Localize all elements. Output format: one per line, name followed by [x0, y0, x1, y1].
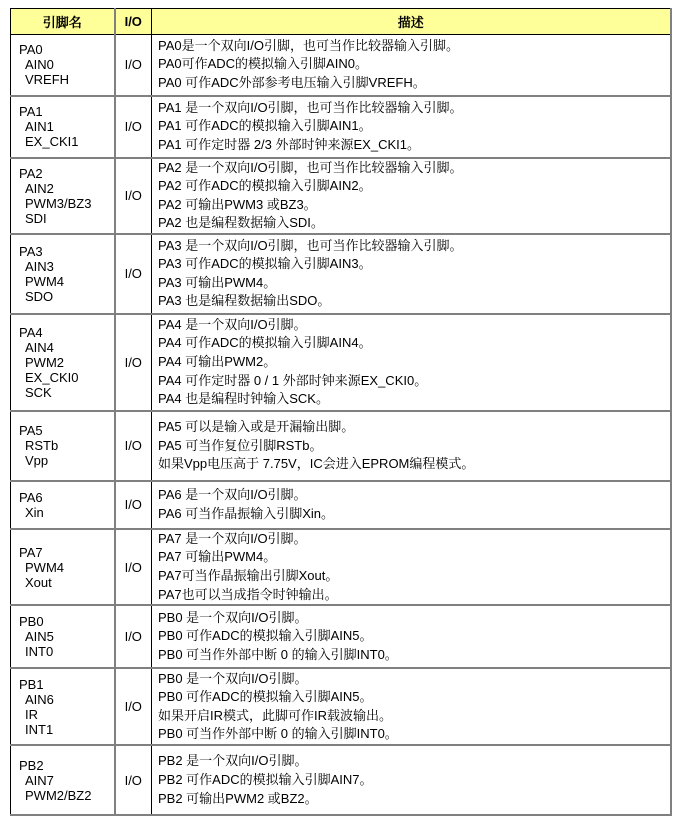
- pin-alt-function: PWM2/BZ2: [25, 787, 92, 803]
- table-row: [11, 411, 671, 481]
- table-row: [11, 745, 671, 815]
- pin-alt-function: PWM4: [25, 273, 64, 289]
- pin-name-cell: [11, 35, 115, 96]
- pin-alt-function: PWM2: [25, 354, 64, 370]
- pin-alt-function: Vpp: [25, 453, 49, 469]
- header-description: 描述: [152, 9, 671, 35]
- description-line: PB0 是一个双向I/O引脚。: [158, 609, 308, 625]
- pin-alt-function: AIN2: [25, 180, 54, 196]
- pin-name: PA1: [19, 104, 43, 119]
- description-line: PB0 可当作外部中断 0 的输入引脚INT0。: [158, 647, 398, 663]
- io-type-cell: I/O: [115, 314, 152, 411]
- description-line: PA5 可以是输入或是开漏输出脚。: [158, 418, 355, 434]
- pin-alt-function: SDI: [25, 210, 47, 226]
- io-type-cell: I/O: [115, 411, 152, 481]
- description-line: PB2 可作ADC的模拟输入引脚AIN7。: [158, 771, 373, 787]
- pin-alt-function: INT0: [25, 644, 54, 660]
- pin-name: PA2: [19, 165, 43, 181]
- description-cell: [152, 529, 671, 605]
- pin-name: PA7: [19, 544, 43, 560]
- pin-name: PB1: [19, 676, 44, 692]
- table-row: [11, 158, 671, 234]
- description-cell: [152, 481, 671, 529]
- description-cell: [152, 314, 671, 411]
- table-header-row: [11, 9, 671, 35]
- pin-name-cell: [11, 745, 115, 815]
- table-row: [11, 529, 671, 605]
- description-line: PA2 也是编程数据输入SDI。: [158, 215, 324, 231]
- description-line: PA7 可输出PWM4。: [158, 549, 277, 565]
- header-io: I/O: [115, 9, 152, 35]
- pin-alt-function: EX_CKI1: [25, 134, 79, 149]
- pin-alt-function: AIN6: [25, 691, 54, 707]
- pin-name-cell: [11, 668, 115, 745]
- description-cell: [152, 745, 671, 815]
- description-line: PA6 是一个双向I/O引脚。: [158, 487, 307, 503]
- pin-alt-function: AIN1: [25, 119, 54, 134]
- table-row: [11, 96, 671, 158]
- description-line: PB2 可输出PWM2 或BZ2。: [158, 790, 318, 806]
- pin-description-table: [10, 8, 672, 816]
- description-line: PB0 可作ADC的模拟输入引脚AIN5。: [158, 628, 373, 644]
- table-row: [11, 314, 671, 411]
- description-line: PA4 也是编程时钟输入SCK。: [158, 391, 329, 407]
- description-line: PA1 可作定时器 2/3 外部时钟来源EX_CKI1。: [158, 136, 420, 152]
- io-type-cell: I/O: [115, 481, 152, 529]
- description-cell: [152, 96, 671, 158]
- io-type-cell: I/O: [115, 158, 152, 234]
- pin-alt-function: AIN4: [25, 339, 54, 355]
- description-line: PA2 可输出PWM3 或BZ3。: [158, 196, 317, 212]
- pin-alt-function: IR: [25, 706, 38, 722]
- description-line: PA0可作ADC的模拟输入引脚AIN0。: [158, 56, 368, 72]
- pin-name: PA3: [19, 243, 43, 259]
- description-cell: [152, 668, 671, 745]
- pin-name: PA5: [19, 423, 43, 439]
- pin-name: PA6: [19, 489, 43, 505]
- description-line: PA2 是一个双向I/O引脚，也可当作比较器输入引脚。: [158, 159, 463, 175]
- io-type-cell: I/O: [115, 668, 152, 745]
- description-line: PA3 也是编程数据输出SDO。: [158, 293, 331, 309]
- pin-name-cell: [11, 158, 115, 234]
- description-line: PB0 是一个双向I/O引脚。: [158, 670, 308, 686]
- description-line: 如果开启IR模式，此脚可作IR载波输出。: [158, 707, 393, 723]
- table-row: [11, 481, 671, 529]
- description-line: PA4 可作定时器 0 / 1 外部时钟来源EX_CKI0。: [158, 372, 428, 388]
- description-line: PA0 可作ADC外部参考电压输入引脚VREFH。: [158, 75, 426, 91]
- pin-alt-function: AIN7: [25, 772, 54, 788]
- table-row: [11, 668, 671, 745]
- io-type-cell: I/O: [115, 745, 152, 815]
- pin-name-cell: [11, 481, 115, 529]
- pin-name-cell: [11, 96, 115, 158]
- pin-alt-function: AIN3: [25, 258, 54, 274]
- io-type-cell: I/O: [115, 35, 152, 96]
- description-line: PA7 是一个双向I/O引脚。: [158, 530, 307, 546]
- description-line: PA5 可当作复位引脚RSTb。: [158, 437, 323, 453]
- pin-name-cell: [11, 234, 115, 314]
- pin-alt-function: PWM4: [25, 559, 64, 575]
- pin-name: PB0: [19, 614, 44, 630]
- description-cell: [152, 158, 671, 234]
- pin-alt-function: PWM3/BZ3: [25, 195, 92, 211]
- description-line: PB0 可作ADC的模拟输入引脚AIN5。: [158, 689, 373, 705]
- description-line: PA4 可输出PWM2。: [158, 354, 277, 370]
- table-row: [11, 35, 671, 96]
- table-row: [11, 234, 671, 314]
- io-type-cell: I/O: [115, 96, 152, 158]
- description-line: PA1 是一个双向I/O引脚，也可当作比较器输入引脚。: [158, 99, 463, 115]
- pin-name-cell: [11, 411, 115, 481]
- pin-name-cell: [11, 605, 115, 668]
- pin-alt-function: AIN5: [25, 629, 54, 645]
- description-cell: [152, 234, 671, 314]
- pin-name: PA0: [19, 42, 43, 58]
- pin-name-cell: [11, 529, 115, 605]
- description-line: PB0 可当作外部中断 0 的输入引脚INT0。: [158, 726, 398, 742]
- description-line: PA3 可输出PWM4。: [158, 274, 277, 290]
- description-line: PA4 可作ADC的模拟输入引脚AIN4。: [158, 335, 372, 351]
- io-type-cell: I/O: [115, 234, 152, 314]
- pin-name-cell: [11, 314, 115, 411]
- description-line: PA3 是一个双向I/O引脚，也可当作比较器输入引脚。: [158, 237, 463, 253]
- description-line: PA2 可作ADC的模拟输入引脚AIN2。: [158, 178, 372, 194]
- pin-alt-function: SDO: [25, 288, 54, 304]
- pin-alt-function: EX_CKI0: [25, 369, 79, 385]
- description-line: PA3 可作ADC的模拟输入引脚AIN3。: [158, 256, 372, 272]
- pin-alt-function: AIN0: [25, 57, 54, 73]
- pin-alt-function: INT1: [25, 721, 54, 737]
- description-line: PA1 可作ADC的模拟输入引脚AIN1。: [158, 118, 372, 134]
- pin-alt-function: RSTb: [25, 438, 59, 454]
- pin-alt-function: SCK: [25, 384, 52, 400]
- table-row: [11, 605, 671, 668]
- description-cell: [152, 35, 671, 96]
- pin-alt-function: Xout: [25, 574, 52, 590]
- pin-name: PB2: [19, 757, 44, 773]
- description-line: 如果Vpp电压高于 7.75V，IC会进入EPROM编程模式。: [158, 456, 475, 472]
- io-type-cell: I/O: [115, 529, 152, 605]
- io-type-cell: I/O: [115, 605, 152, 668]
- description-line: PA4 是一个双向I/O引脚。: [158, 316, 307, 332]
- table-body: [11, 35, 671, 816]
- pin-name: PA4: [19, 324, 43, 340]
- description-cell: [152, 605, 671, 668]
- description-line: PA0是一个双向I/O引脚，也可当作比较器输入引脚。: [158, 37, 459, 53]
- description-line: PA6 可当作晶振输入引脚Xin。: [158, 505, 335, 521]
- description-cell: [152, 411, 671, 481]
- pin-alt-function: Xin: [25, 504, 44, 520]
- description-line: PA7也可以当成指令时钟输出。: [158, 586, 338, 602]
- header-pin-name: 引脚名: [11, 9, 115, 35]
- description-line: PA7可当作晶振输出引脚Xout。: [158, 568, 339, 584]
- description-line: PB2 是一个双向I/O引脚。: [158, 753, 308, 769]
- pin-alt-function: VREFH: [25, 72, 70, 88]
